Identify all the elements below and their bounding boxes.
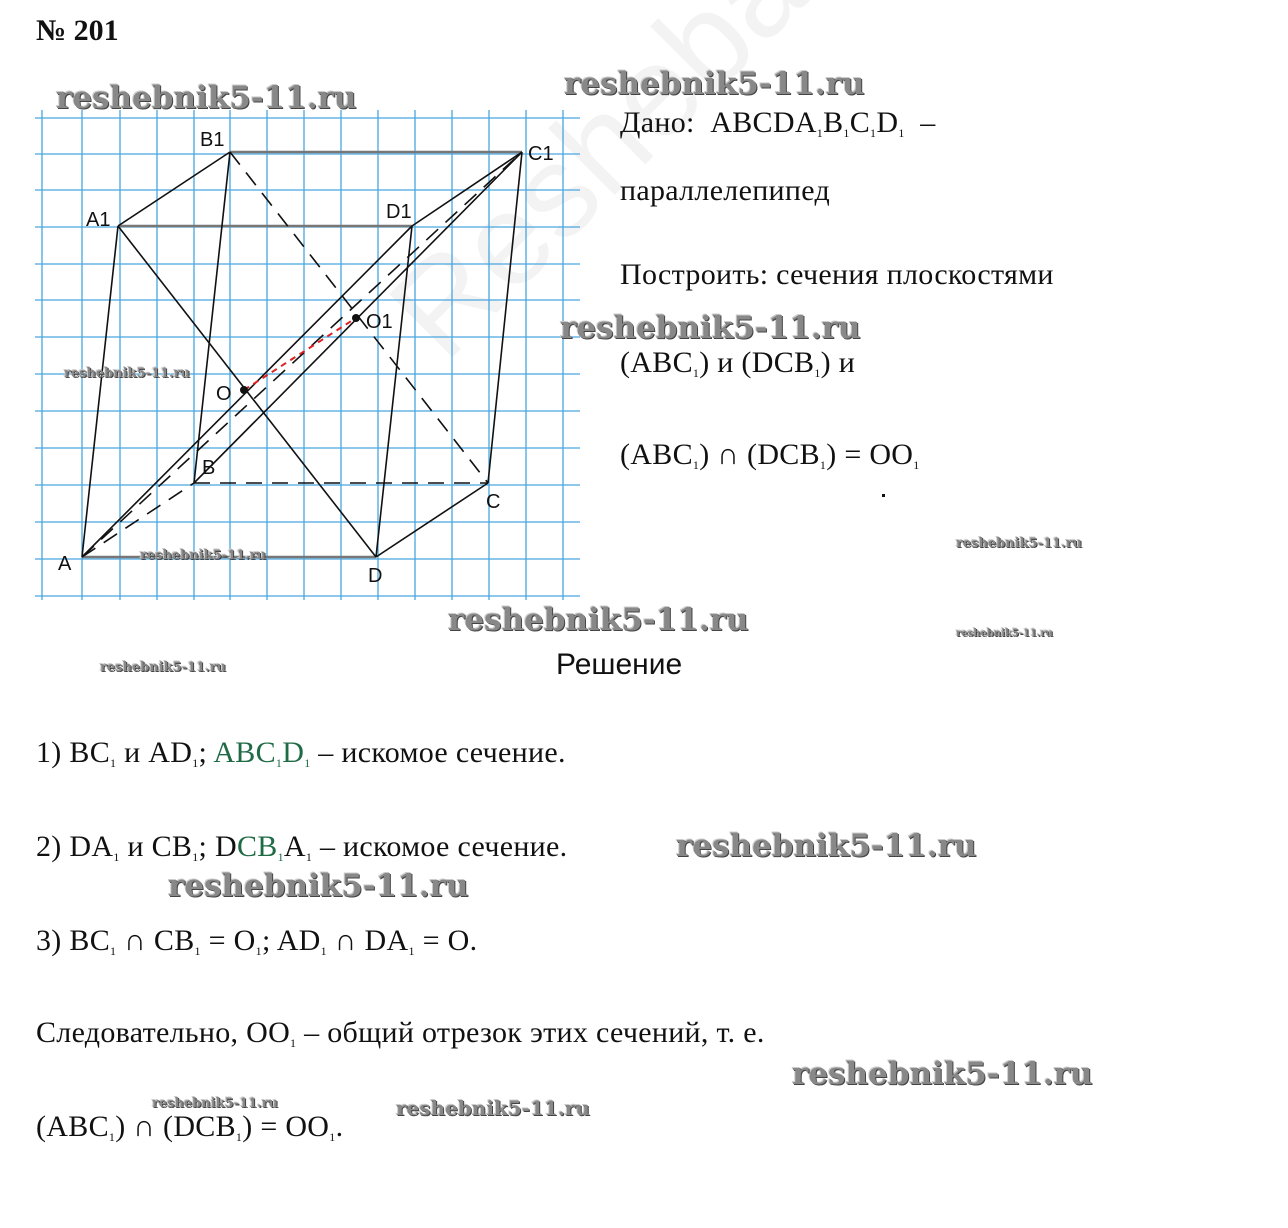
point-o <box>240 386 248 394</box>
label-o: O <box>216 383 232 405</box>
watermark: reshebnik5-11.ru <box>564 66 865 102</box>
step-5: $(ABC_1)$ ∩ $(DCB_1) = OO_1$. <box>36 1110 344 1144</box>
step-3: 3) $BC_1$ ∩ $CB_1 = O_1$; $AD_1$ ∩ $DA_1 = O$. <box>36 924 478 958</box>
grid-lines <box>35 110 580 600</box>
watermark: reshebnik5-11.ru <box>560 310 861 346</box>
watermark: reshebnik5-11.ru <box>152 1096 279 1111</box>
given-line-4: $(ABC_1)$ и $(DCB_1)$ и <box>620 346 856 380</box>
stray-dot <box>882 494 885 497</box>
watermark: reshebnik5-11.ru <box>448 602 749 638</box>
step-4: Следовательно, $OO_1$ – общий отрезок этих сечений, т. е. <box>36 1016 765 1050</box>
label-a: A <box>58 553 72 575</box>
solution-title: Решение <box>556 648 683 681</box>
watermark: reshebnik5-11.ru <box>64 366 191 381</box>
segment-oo1 <box>244 318 356 390</box>
given-line-3: Построить: сечения плоскостями <box>620 258 1054 291</box>
watermark: reshebnik5-11.ru <box>168 868 469 904</box>
label-o1: O1 <box>366 311 393 333</box>
watermark: reshebnik5-11.ru <box>396 1096 590 1120</box>
label-b1: B1 <box>200 129 225 151</box>
watermark: reshebnik5-11.ru <box>56 80 357 116</box>
watermark: reshebnik5-11.ru <box>676 828 977 864</box>
step-1: 1) $BC_1$ и $AD_1$; $ABC_1D_1$ – искомое сечение. <box>36 736 566 770</box>
given-line-5: $(ABC_1)$ ∩ $(DCB_1) = OO_1$ <box>620 438 920 472</box>
label-d1: D1 <box>386 201 412 223</box>
step-2: 2) $DA_1$ и $CB_1$; $DCB_1A_1$ – искомое сечение. <box>36 830 568 864</box>
edges-hidden <box>82 152 522 557</box>
point-o1 <box>352 314 360 322</box>
watermark: reshebnik5-11.ru <box>100 660 227 675</box>
watermark: reshebnik5-11.ru <box>792 1056 1093 1092</box>
label-b: B <box>202 457 216 479</box>
watermark: reshebnik5-11.ru <box>956 628 1053 639</box>
problem-number: № 201 <box>36 14 119 47</box>
watermark: reshebnik5-11.ru <box>140 548 267 563</box>
label-c: C <box>486 491 501 513</box>
watermark: reshebnik5-11.ru <box>956 536 1083 551</box>
given-line-1: Дано: $ABCDA_1B_1C_1D_1$ – <box>620 106 936 140</box>
parallelepiped-figure <box>30 100 590 610</box>
given-line-2: параллелепипед <box>620 174 831 207</box>
label-c1: C1 <box>528 143 554 165</box>
label-d: D <box>368 565 383 587</box>
label-a1: A1 <box>86 209 111 231</box>
